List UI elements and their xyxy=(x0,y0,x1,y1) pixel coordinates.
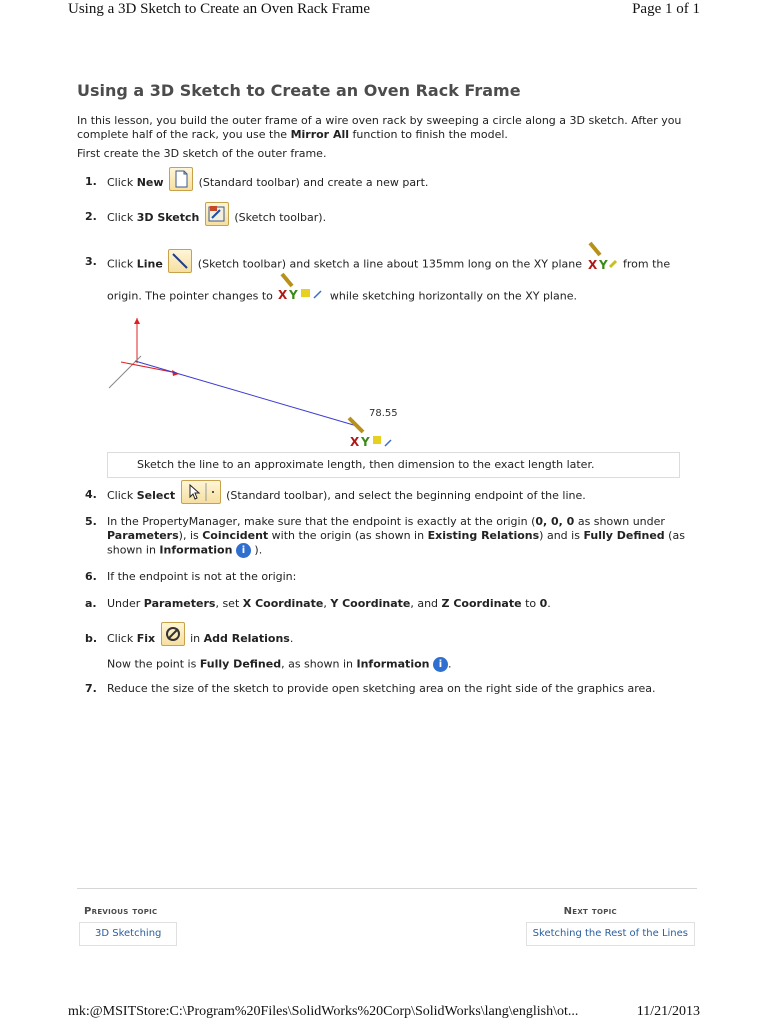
step-7: 7. Reduce the size of the sketch to provide open sketching area on the right side of the graphics area. xyxy=(85,682,656,695)
print-header-title: Using a 3D Sketch to Create an Oven Rack Frame xyxy=(68,1,370,17)
previous-topic-label: Previous topic xyxy=(84,906,158,917)
next-topic-label: Next topic xyxy=(563,906,617,917)
article xyxy=(77,81,687,696)
intro-paragraph-2: First create the 3D sketch of the outer frame. xyxy=(77,147,327,160)
intro-paragraph: In this lesson, you build the outer frame of a wire oven rack by sweeping a circle along a 3D sketch. After you complete half of the rack, you use the Mirror All function to finish the model. xyxy=(77,114,682,141)
fix-relation-icon[interactable] xyxy=(161,622,185,646)
print-header xyxy=(68,0,700,20)
svg-text:Y: Y xyxy=(289,288,299,302)
line-tool-icon[interactable] xyxy=(168,249,192,273)
info-icon: i xyxy=(236,543,251,558)
sketch-figure xyxy=(107,318,407,448)
axis-y-label: Y xyxy=(361,435,370,449)
next-topic-link[interactable]: Sketching the Rest of the Lines xyxy=(526,922,695,946)
step-1: 1. Click New (Standard toolbar) and create a new part. xyxy=(77,175,687,210)
previous-topic-link[interactable]: 3D Sketching xyxy=(79,922,177,946)
select-arrow-icon[interactable] xyxy=(181,480,221,504)
intro xyxy=(77,114,687,161)
sketch-line-graphic xyxy=(107,318,407,450)
print-footer-path: mk:@MSITStore:C:\Program%20Files\SolidWorks%20Corp\SolidWorks\lang\english\ot... xyxy=(68,1004,579,1019)
svg-text:Y: Y xyxy=(598,258,608,271)
step-3: 3. Click Line (Sketch toolbar) and sketch a line about 135mm long on the XY plane X Y from the xyxy=(77,255,687,288)
article-title: Using a 3D Sketch to Create an Oven Rack Frame xyxy=(77,81,521,100)
new-document-icon[interactable] xyxy=(169,167,193,191)
topic-navigation xyxy=(77,888,697,939)
print-footer-date: 11/21/2013 xyxy=(636,1004,700,1019)
print-header-page: Page 1 of 1 xyxy=(632,1,700,17)
print-footer xyxy=(68,1002,700,1024)
axis-x-label: X xyxy=(350,435,360,449)
step-6b: b. Click Fix in Add Relations. xyxy=(77,632,687,657)
info-icon-2: i xyxy=(433,657,448,672)
step-4: 4. Click Select (Standard toolbar), and select the beginning endpoint of the line. xyxy=(77,488,687,515)
xy-plane-pointer-icon xyxy=(586,241,620,274)
tip-note: Sketch the line to an approximate length, then dimension to the exact length later. xyxy=(107,452,680,478)
step-2: 2. Click 3D Sketch (Sketch toolbar). xyxy=(77,210,687,255)
3d-sketch-icon[interactable] xyxy=(205,202,229,226)
pointer-xy-icon xyxy=(276,272,326,305)
step-5: 5. In the PropertyManager, make sure that the endpoint is exactly at the origin (0, 0, 0 as shown under Parameters), is Coincident with the origin (as shown in Existing Relations) and is Fully Defined (as shown in Information i ). xyxy=(85,515,685,557)
steps-list xyxy=(77,175,687,696)
step-6a: a. Under Parameters, set X Coordinate, Y Coordinate, and Z Coordinate to 0. xyxy=(85,597,551,610)
step-6b-note: Now the point is Fully Defined, as shown in Information i . xyxy=(107,657,452,671)
step-3-continued: origin. The pointer changes to X Y while sketching horizontally on the XY plane. xyxy=(77,288,687,308)
svg-text:X: X xyxy=(587,258,597,271)
svg-text:X: X xyxy=(278,288,288,302)
dimension-label: 78.55 xyxy=(369,408,398,419)
step-6: 6. If the endpoint is not at the origin: xyxy=(85,570,297,583)
